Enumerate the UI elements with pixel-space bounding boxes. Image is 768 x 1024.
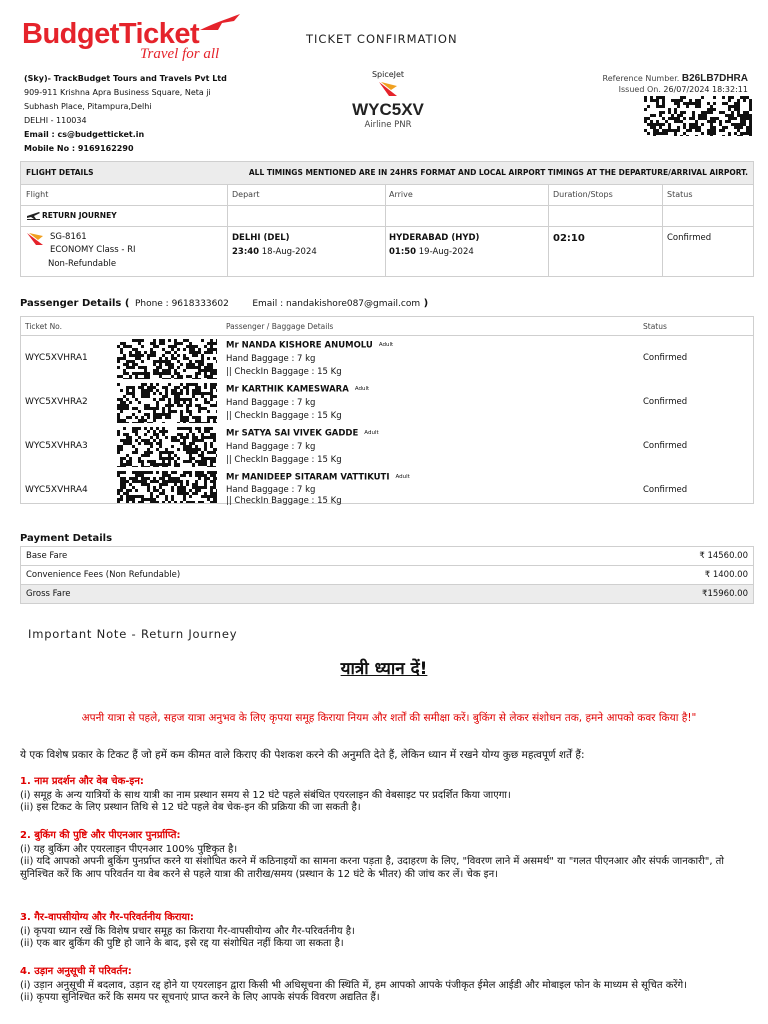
- airline-pnr-block: [340, 70, 436, 130]
- ticket-barcode-icon: [117, 383, 217, 423]
- journey-row: [21, 206, 753, 227]
- passenger-name: Mr MANIDEEP SITARAM VATTIKUTI Adult: [226, 472, 410, 483]
- hand-baggage: Hand Baggage : 7 kg: [226, 485, 316, 495]
- ticket-barcode-icon: [117, 471, 217, 503]
- ticket-number: WYC5XVHRA1: [25, 353, 88, 363]
- depart-city: DELHI (DEL): [232, 233, 290, 243]
- note-section-4: 4. उड़ान अनुसूची में परिवर्तन: (i) उड़ान अनुसूची में बदलाव, उड़ान रद्द होने या एयरलाइन द्वारा किसी भी अधिसूचना की स्थिति में, हम आपको आपके पंजीकृत ईमेल आईडी और मोबाइल फोन के माध्यम से सूचित करेंगे। (ii) कृपया सुनिश्चित करें कि समय पर सूचनाएं प्राप्त करने के लिए आपके संपर्क विवरण अद्यतित हैं।: [20, 966, 687, 1003]
- airline-pnr-label: Airline PNR: [364, 120, 412, 130]
- journey-label: RETURN JOURNEY: [42, 211, 117, 220]
- notice-intro: ये एक विशेष प्रकार के टिकट हैं जो हमें कम कीमत वाले किराए की पेशकश करने की अनुमति देते हैं, लेकिन ध्यान में रखने योग्य कुछ महत्वपूर्ण शर्तें हैं:: [20, 749, 585, 761]
- refund-status: Non-Refundable: [48, 259, 117, 269]
- hand-baggage: Hand Baggage : 7 kg: [226, 354, 316, 364]
- ticket-barcode-icon: [117, 339, 217, 379]
- airline-name: SpiceJet: [371, 70, 405, 79]
- spicejet-logo-icon: [377, 80, 399, 98]
- ticket-number: WYC5XVHRA3: [25, 441, 88, 451]
- passenger-table: [20, 316, 754, 504]
- col-depart: Depart: [232, 190, 260, 199]
- plane-icon: [27, 210, 40, 220]
- passenger-status: Confirmed: [643, 485, 688, 495]
- flight-class: ECONOMY Class - RI: [50, 245, 136, 255]
- page-title: TICKET CONFIRMATION: [306, 32, 458, 46]
- flight-duration: 02:10: [553, 233, 585, 244]
- logo-tagline: Travel for all: [140, 46, 220, 62]
- passenger-name: Mr KARTHIK KAMESWARA Adult: [226, 384, 370, 395]
- col-ticket: Ticket No.: [25, 322, 63, 331]
- flight-status: Confirmed: [667, 233, 712, 243]
- passenger-name: Mr SATYA SAI VIVEK GADDE Adult: [226, 428, 379, 439]
- hand-baggage: Hand Baggage : 7 kg: [226, 442, 316, 452]
- hand-baggage: Hand Baggage : 7 kg: [226, 398, 316, 408]
- important-note-title: Important Note - Return Journey: [28, 627, 238, 641]
- note-section-1: 1. नाम प्रदर्शन और वेब चेक-इन: (i) समूह के अन्य यात्रियों के साथ यात्री का नाम प्रस्थान समय से 12 घंटे पहले संबंधित एयरलाइन की वेबसाइट पर प्रदर्शित किया जाएगा। (ii) इस टिकट के लिए प्रस्थान तिथि से 12 घंटे पहले वेब चेक-इन की प्रक्रिया की जा सकती है।: [20, 776, 511, 813]
- flight-number: SG-8161: [50, 232, 87, 242]
- plane-logo-icon: [198, 12, 242, 34]
- checkin-baggage: || CheckIn Baggage : 15 Kg: [226, 367, 342, 377]
- note-section-2: 2. बुकिंग की पुष्टि और पीएनआर पुनर्प्राप्ति: (i) यह बुकिंग और एयरलाइन पीएनआर 100% पुष्टिकृत है। (ii) यदि आपको अपनी बुकिंग पुनर्प्राप्त करने या संशोधित करने में कठिनाइयों का सामना करना पड़ता है, उदाहरण के लिए, "विवरण लाने में असमर्थ" या "गलत पीएनआर और संपर्क जानकारी", तो सुनिश्चित करें कि आप परिवर्तन या वेब करने से पहले यात्रा की तारीख/समय (प्रस्थान के 12 घंटे के भीतर) की जांच कर लें। चेक इन।: [20, 830, 724, 880]
- agency-address: (Sky)- TrackBudget Tours and Travels Pvt Ltd 909-911 Krishna Apra Business Square, Neta ji Subhash Place, Pitampura,Delhi DELHI - 110034 Email : cs@budgetticket.in Mobile No : 9169162290: [24, 74, 227, 153]
- flight-details-title: FLIGHT DETAILS: [26, 168, 94, 177]
- timing-note: ALL TIMINGS MENTIONED ARE IN 24HRS FORMAT AND LOCAL AIRPORT TIMINGS AT THE DEPARTURE/ARRIVAL AIRPORT.: [248, 168, 748, 177]
- col-passenger-status: Status: [643, 322, 667, 331]
- checkin-baggage: || CheckIn Baggage : 15 Kg: [226, 411, 342, 421]
- passenger-status: Confirmed: [643, 353, 688, 363]
- depart-datetime: 23:40 18-Aug-2024: [232, 247, 317, 257]
- notice-heading: यात्री ध्यान दें!: [340, 659, 428, 679]
- arrive-city: HYDERABAD (HYD): [389, 233, 480, 243]
- payment-row: Convenience Fees (Non Refundable) ₹ 1400.00: [21, 566, 753, 585]
- passenger-status: Confirmed: [643, 397, 688, 407]
- ticket-barcode-icon: [117, 427, 217, 467]
- col-duration: Duration/Stops: [553, 190, 613, 199]
- col-flight: Flight: [26, 190, 49, 199]
- passenger-status: Confirmed: [643, 441, 688, 451]
- col-arrive: Arrive: [389, 190, 413, 199]
- payment-table: [20, 546, 754, 604]
- checkin-baggage: || CheckIn Baggage : 15 Kg: [226, 496, 342, 506]
- airline-pnr: WYC5XV: [352, 100, 424, 119]
- reference-block: Reference Number. B26LB7DHRA Issued On. 26/07/2024 18:32:11: [602, 73, 748, 94]
- spicejet-logo-icon: [26, 232, 44, 246]
- flight-details-table: [20, 161, 754, 277]
- checkin-baggage: || CheckIn Baggage : 15 Kg: [226, 455, 342, 465]
- ticket-number: WYC5XVHRA2: [25, 397, 88, 407]
- ticket-number: WYC5XVHRA4: [25, 485, 88, 495]
- note-section-3: 3. गैर-वापसीयोग्य और गैर-परिवर्तनीय किराया: (i) कृपया ध्यान रखें कि विशेष प्रचार समूह का किराया गैर-वापसीयोग्य और गैर-परिवर्तनीय है। (ii) एक बार बुकिंग की पुष्टि हो जाने के बाद, इसे रद्द या संशोधित नहीं किया जा सकता है।: [20, 912, 355, 949]
- col-status: Status: [667, 190, 693, 199]
- notice-intro-red: अपनी यात्रा से पहले, सहज यात्रा अनुभव के लिए कृपया समूह किराया नियम और शर्तों की समीक्षा करें। बुकिंग से लेकर संशोधन तक, हमने आपको कवर किया है!": [81, 712, 697, 724]
- passenger-details-title: Passenger Details ( Phone : 9618333602 Email : nandakishore087@gmail.com ): [20, 298, 429, 309]
- payment-row-total: Gross Fare ₹15960.00: [21, 585, 753, 603]
- passenger-name: Mr NANDA KISHORE ANUMOLU Adult: [226, 340, 394, 351]
- arrive-datetime: 01:50 19-Aug-2024: [389, 247, 474, 257]
- logo-text: BudgetTicket: [22, 18, 200, 50]
- col-passenger: Passenger / Baggage Details: [226, 322, 334, 331]
- payment-row: Base Fare ₹ 14560.00: [21, 547, 753, 566]
- payment-details-title: Payment Details: [20, 533, 113, 544]
- booking-qr-code-icon: [644, 96, 752, 136]
